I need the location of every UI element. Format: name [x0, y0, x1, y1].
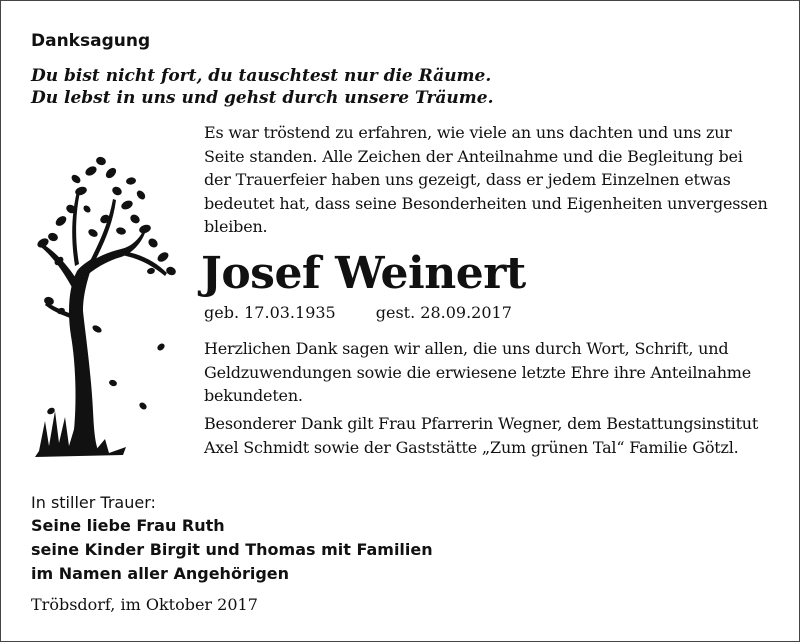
birth-date: geb. 17.03.1935: [204, 303, 336, 322]
deceased-name: Josef Weinert: [201, 248, 526, 299]
life-dates: [204, 303, 512, 322]
mourners-label: In stiller Trauer:: [31, 493, 156, 512]
mourners-block: [31, 492, 631, 586]
motto-line-2: Du lebst in uns und gehst durch unsere Träume.: [31, 88, 494, 108]
tree-icon: [31, 121, 191, 486]
mourner-line: seine Kinder Birgit und Thomas mit Familien: [31, 540, 433, 559]
thanks-general: Herzlichen Dank sagen wir allen, die uns durch Wort, Schrift, und Geldzuwendungen sowie die erwiesene letzte Ehre ihre Anteilnahme bekundeten.: [204, 339, 752, 405]
intro-text: Es war tröstend zu erfahren, wie viele an uns dachten und uns zur Seite standen. Alle Zeichen der Anteilnahme und die Begleitung bei der Trauerfeier haben uns gezeigt, dass er jedem Einzelnen etwas bedeutet hat, dass seine Besonderheiten und Eigenheiten unvergessen bleiben.: [204, 123, 768, 236]
mourner-line: Seine liebe Frau Ruth: [31, 516, 225, 535]
motto: [31, 65, 591, 109]
place-date: Tröbsdorf, im Oktober 2017: [31, 595, 258, 614]
mourner-line: im Namen aller Angehörigen: [31, 564, 290, 583]
thanks-special: Besonderer Dank gilt Frau Pfarrerin Wegner, dem Bestattungsinstitut Axel Schmidt sowie der Gaststätte „Zum grünen Tal“ Familie Götzl.: [204, 414, 759, 457]
motto-line-1: Du bist nicht fort, du tauschtest nur die Räume.: [31, 66, 492, 86]
heading: Danksagung: [31, 31, 151, 51]
death-date: gest. 28.09.2017: [375, 303, 512, 322]
